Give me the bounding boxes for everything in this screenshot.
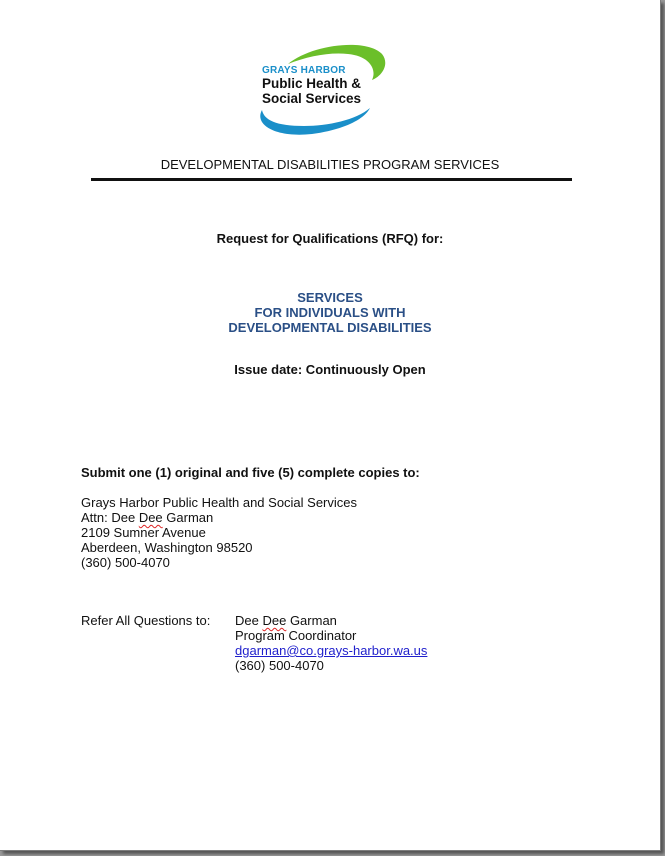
address-street: 2109 Sumner Avenue — [81, 525, 206, 540]
contact-name — [235, 613, 427, 628]
services-line-2: FOR INDIVIDUALS WITH — [254, 305, 406, 320]
address-phone: (360) 500-4070 — [81, 555, 170, 570]
organization-logo — [252, 40, 392, 140]
address-city: Aberdeen, Washington 98520 — [81, 540, 253, 555]
attention-suffix: Garman — [162, 510, 214, 525]
questions-label: Refer All Questions to: — [81, 613, 211, 628]
logo-line-public-health: Public Health & — [262, 76, 362, 91]
contact-title: Program Coordinator — [235, 628, 357, 643]
mailing-address-block — [81, 495, 357, 570]
contact-block — [235, 613, 427, 673]
logo-wordmark — [262, 66, 361, 105]
contact-name-suffix: Garman — [286, 613, 337, 628]
services-line-1: SERVICES — [297, 290, 363, 305]
contact-name-prefix: Dee — [235, 613, 263, 628]
logo-line-social-services: Social Services — [262, 90, 362, 106]
contact-email-link[interactable]: dgarman@co.grays-harbor.wa.us — [235, 643, 428, 658]
attention-prefix: Attn: Dee — [81, 510, 139, 525]
issue-date: Issue date: Continuously Open — [234, 362, 426, 377]
logo-line-grays-harbor: GRAYS HARBOR — [262, 65, 346, 76]
contact-phone: (360) 500-4070 — [235, 658, 324, 673]
program-title: DEVELOPMENTAL DISABILITIES PROGRAM SERVICES — [160, 157, 500, 172]
logo-blue-swoosh — [260, 108, 370, 135]
contact-email-line — [235, 643, 427, 658]
contact-spellcheck-word: Dee — [262, 613, 287, 628]
rfq-heading: Request for Qualifications (RFQ) for: — [216, 231, 444, 246]
title-divider — [91, 178, 572, 181]
attention-spellcheck-word: Dee — [138, 510, 163, 525]
services-line-3: DEVELOPMENTAL DISABILITIES — [228, 320, 432, 335]
address-organization: Grays Harbor Public Health and Social Services — [81, 495, 358, 510]
services-heading — [0, 290, 660, 335]
address-attention — [81, 510, 357, 525]
submit-instructions-heading: Submit one (1) original and five (5) complete copies to: — [81, 465, 420, 480]
